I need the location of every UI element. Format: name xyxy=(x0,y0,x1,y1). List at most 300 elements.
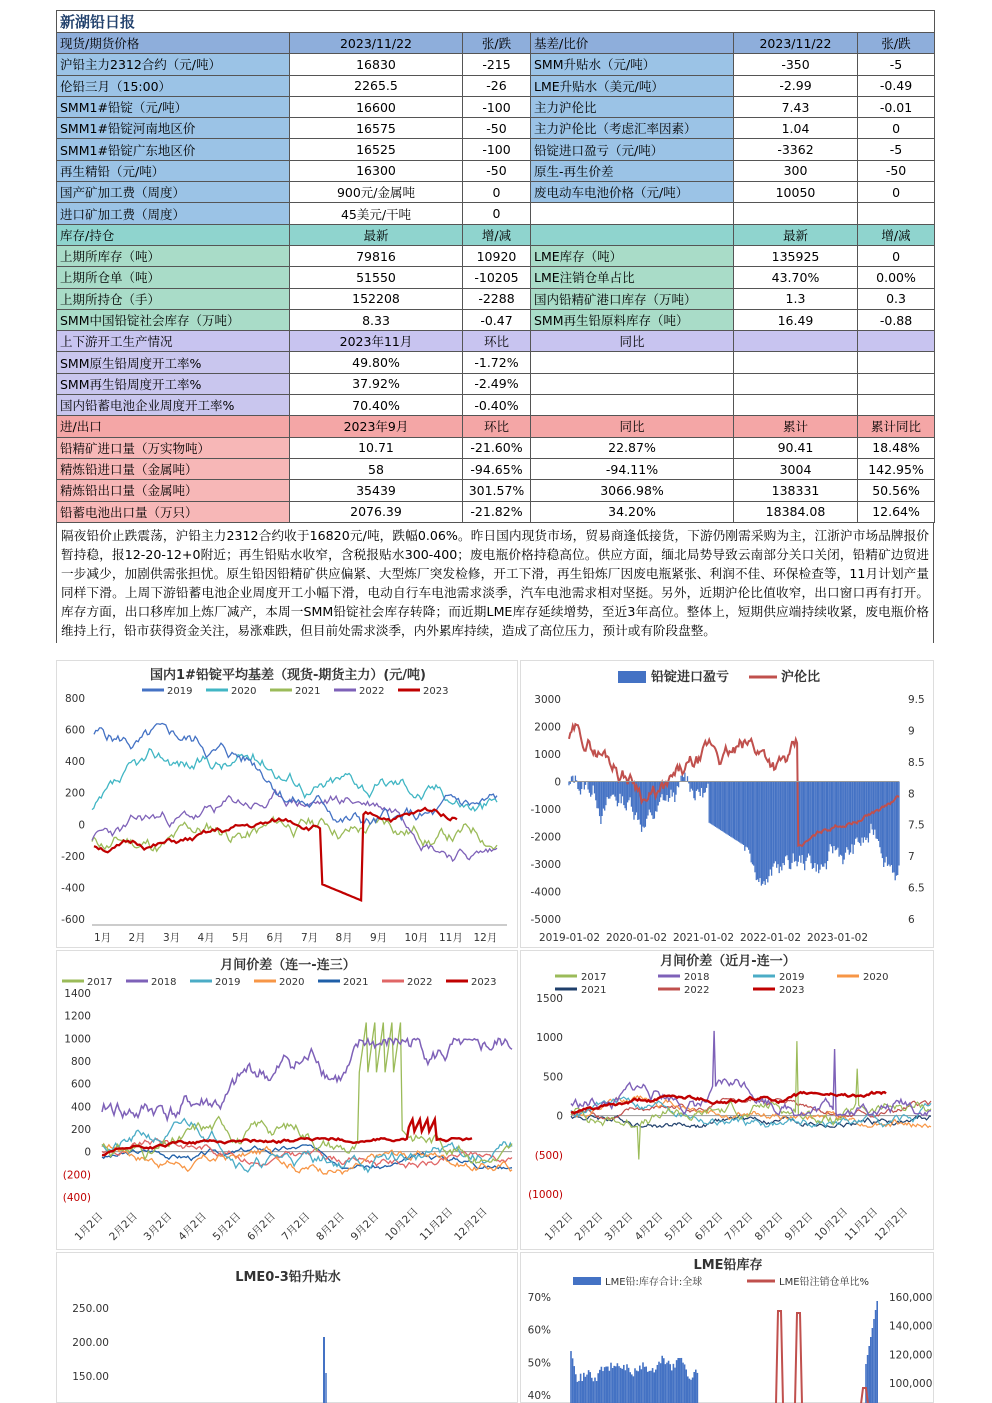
y-tick-label: 1200 xyxy=(64,1010,91,1023)
cell-value: -100 xyxy=(463,139,531,160)
row-label: 国产矿加工费（周度） xyxy=(57,182,290,203)
header-cell xyxy=(858,331,935,352)
row-label: 上期所仓单（吨） xyxy=(57,267,290,288)
header-cell xyxy=(531,224,734,245)
legend-label: 2019 xyxy=(779,972,805,983)
table-row xyxy=(57,373,935,394)
y-tick-label: 250.00 xyxy=(72,1303,109,1315)
cell-value: 7.43 xyxy=(734,96,858,117)
table-row xyxy=(57,139,935,160)
y-tick-label: 0 xyxy=(84,1146,91,1159)
header-cell: 同比 xyxy=(531,416,734,437)
cell-value xyxy=(734,395,858,416)
trade-section-header xyxy=(57,416,935,437)
row-label: 铅蓄电池出口量（万只） xyxy=(57,501,290,522)
operating-section-header xyxy=(57,331,935,352)
y-left-tick-label: 60% xyxy=(527,1324,551,1337)
header-cell: 2023年9月 xyxy=(290,416,463,437)
y-tick-label: 0 xyxy=(78,819,85,832)
cell-value: 10.71 xyxy=(290,437,463,458)
table-row xyxy=(57,437,935,458)
y-right-tick-label: 100,000 xyxy=(889,1378,933,1391)
cell-value: 0 xyxy=(463,203,531,224)
table-row xyxy=(57,501,935,522)
cell-value: -50 xyxy=(463,118,531,139)
x-tick-label: 12月2日 xyxy=(452,1205,490,1244)
table-row xyxy=(57,54,935,75)
y-right-tick-label: 160,000 xyxy=(889,1292,933,1304)
table-row xyxy=(57,288,935,309)
table-row xyxy=(57,160,935,181)
cell-value xyxy=(858,352,935,373)
cell-value: 10920 xyxy=(463,245,531,266)
chart-title: 国内1#铅锭平均基差（现货-期货主力）(元/吨) xyxy=(150,668,426,683)
row-label: SMM1#铅锭广东地区价 xyxy=(57,139,290,160)
legend-label: 2018 xyxy=(151,977,177,988)
cell-value xyxy=(734,373,858,394)
legend-label: 沪伦比 xyxy=(781,670,821,685)
series-2020 xyxy=(102,1144,512,1174)
y-left-tick-label: 0 xyxy=(554,776,561,789)
y-tick-label: 600 xyxy=(70,1078,91,1091)
y-tick-label: 800 xyxy=(70,1056,91,1068)
cell-value: 2265.5 xyxy=(290,75,463,96)
x-tick-label: 12月2日 xyxy=(872,1205,911,1244)
x-tick-label: 9月2日 xyxy=(782,1210,816,1244)
series-2017 xyxy=(102,1023,512,1164)
cell-value: 8.33 xyxy=(290,309,463,330)
row-label: 3066.98% xyxy=(531,480,734,501)
y-tick-label: 1000 xyxy=(64,1033,91,1046)
y-right-tick-label: 7.5 xyxy=(908,819,925,832)
cell-value: -0.01 xyxy=(858,96,935,117)
x-tick-label: 2023-01-02 xyxy=(807,932,869,944)
header-cell: 同比 xyxy=(531,331,734,352)
x-tick-label: 3月 xyxy=(163,932,181,944)
legend-label: LME铅注销仓单比% xyxy=(779,1277,870,1288)
table-row xyxy=(57,245,935,266)
basis-chart xyxy=(56,660,518,948)
row-label xyxy=(531,395,734,416)
cell-value: -3362 xyxy=(734,139,858,160)
row-label: SMM中国铅锭社会库存（万吨） xyxy=(57,309,290,330)
spread-03-chart xyxy=(56,950,518,1250)
row-label: 精炼铅出口量（金属吨） xyxy=(57,480,290,501)
cell-value: -0.49 xyxy=(858,75,935,96)
x-tick-label: 8月2日 xyxy=(314,1210,347,1244)
cell-value: -2.99 xyxy=(734,75,858,96)
cell-value: 138331 xyxy=(734,480,858,501)
cell-value: 90.41 xyxy=(734,437,858,458)
series-2019 xyxy=(94,723,497,824)
legend-swatch xyxy=(573,1277,601,1285)
lme-stock-chart xyxy=(520,1252,934,1403)
chart-title: 月间价差（连一-连三） xyxy=(220,958,356,973)
header-cell: 增/减 xyxy=(463,224,531,245)
x-tick-label: 2021-01-02 xyxy=(673,932,735,944)
cell-value: 35439 xyxy=(290,480,463,501)
legend-label: LME铅:库存合计:全球 xyxy=(605,1277,703,1288)
row-label: LME升贴水（美元/吨） xyxy=(531,75,734,96)
table-row xyxy=(57,352,935,373)
x-tick-label: 6月 xyxy=(266,932,284,944)
cell-value: 43.70% xyxy=(734,267,858,288)
spread-01-chart xyxy=(520,950,934,1250)
row-label: 再生精铅（元/吨） xyxy=(57,160,290,181)
cell-value: 45美元/干吨 xyxy=(290,203,463,224)
row-label: 国内铅精矿港口库存（万吨） xyxy=(531,288,734,309)
y-tick-label: 500 xyxy=(542,1071,563,1084)
x-tick-label: 1月2日 xyxy=(72,1210,106,1244)
header-cell: 环比 xyxy=(463,416,531,437)
cell-value: 16575 xyxy=(290,118,463,139)
x-tick-label: 8月 xyxy=(335,932,353,944)
row-label: LME库存（吨） xyxy=(531,245,734,266)
x-tick-label: 7月 xyxy=(301,932,319,944)
row-label: SMM升贴水（元/吨） xyxy=(531,54,734,75)
cell-value: 79816 xyxy=(290,245,463,266)
table-row xyxy=(57,267,935,288)
x-tick-label: 5月 xyxy=(232,932,250,944)
x-tick-label: 11月 xyxy=(439,932,463,944)
row-label: 22.87% xyxy=(531,437,734,458)
legend-label: 铅锭进口盈亏 xyxy=(651,670,730,685)
row-label: 沪铅主力2312合约（元/吨） xyxy=(57,54,290,75)
row-label: 精炼铅进口量（金属吨） xyxy=(57,458,290,479)
cell-value: 0 xyxy=(858,182,935,203)
y-right-tick-label: 8 xyxy=(908,788,915,801)
y-left-tick-label: -5000 xyxy=(530,914,561,926)
y-tick-label: -600 xyxy=(61,914,85,926)
y-left-tick-label: -2000 xyxy=(530,831,561,844)
cell-value: 0 xyxy=(858,245,935,266)
y-right-tick-label: 6.5 xyxy=(908,882,925,895)
y-right-tick-label: 9 xyxy=(908,725,915,738)
row-label: 原生-再生价差 xyxy=(531,160,734,181)
row-label: 国内铅蓄电池企业周度开工率% xyxy=(57,395,290,416)
x-tick-label: 11月2日 xyxy=(842,1205,881,1244)
legend-label: 2022 xyxy=(684,985,710,996)
y-right-tick-label: 8.5 xyxy=(908,756,925,769)
legend-label: 2020 xyxy=(231,686,257,697)
x-tick-label: 2020-01-02 xyxy=(606,932,668,944)
y-tick-label: 400 xyxy=(64,756,85,769)
x-tick-label: 9月2日 xyxy=(348,1210,382,1244)
legend-label: 2020 xyxy=(863,972,889,983)
y-right-tick-label: 6 xyxy=(908,914,915,926)
cell-value xyxy=(858,395,935,416)
legend-label: 2023 xyxy=(423,686,449,697)
legend-label: 2018 xyxy=(684,972,710,983)
y-tick-label: (400) xyxy=(62,1192,91,1204)
cell-value: 300 xyxy=(734,160,858,181)
y-left-tick-label: 3000 xyxy=(534,694,561,706)
legend-label: 2020 xyxy=(279,977,305,988)
row-label: SMM再生铅原料库存（吨） xyxy=(531,309,734,330)
table-row xyxy=(57,203,935,224)
legend-label: 2022 xyxy=(359,686,385,697)
header-cell: 上下游开工生产情况 xyxy=(57,331,290,352)
y-right-tick-label: 120,000 xyxy=(889,1349,933,1362)
cell-value: -215 xyxy=(463,54,531,75)
row-label: 铅精矿进口量（万实物吨） xyxy=(57,437,290,458)
y-right-tick-label: 140,000 xyxy=(889,1320,933,1333)
header-cell: 2023/11/22 xyxy=(290,33,463,54)
cell-value: -0.40% xyxy=(463,395,531,416)
y-tick-label: (1000) xyxy=(528,1189,563,1201)
header-cell: 进/出口 xyxy=(57,416,290,437)
cell-value: -100 xyxy=(463,96,531,117)
table-row xyxy=(57,480,935,501)
cell-value: -50 xyxy=(463,160,531,181)
row-label: 铅锭进口盈亏（元/吨） xyxy=(531,139,734,160)
x-tick-label: 5月2日 xyxy=(210,1210,244,1244)
legend-label: 2023 xyxy=(471,977,497,988)
x-tick-label: 1月2日 xyxy=(542,1210,576,1244)
x-tick-label: 3月2日 xyxy=(602,1210,636,1244)
cell-value: 1.3 xyxy=(734,288,858,309)
y-left-tick-label: -1000 xyxy=(530,804,561,816)
y-tick-label: -200 xyxy=(61,850,85,863)
header-cell: 累计 xyxy=(734,416,858,437)
x-tick-label: 7月2日 xyxy=(722,1210,756,1244)
row-label: SMM原生铅周度开工率% xyxy=(57,352,290,373)
chart-title: LME0-3铅升贴水 xyxy=(235,1270,341,1285)
header-cell: 环比 xyxy=(463,331,531,352)
table-row xyxy=(57,395,935,416)
cancel-ratio-spike xyxy=(861,1388,868,1403)
cell-value: -350 xyxy=(734,54,858,75)
row-label: 34.20% xyxy=(531,501,734,522)
y-left-tick-label: 1000 xyxy=(534,749,561,761)
cancel-ratio-spike xyxy=(795,1313,802,1403)
row-label: 主力沪伦比 xyxy=(531,96,734,117)
y-tick-label: (500) xyxy=(534,1149,563,1162)
header-cell xyxy=(734,331,858,352)
x-tick-label: 12月 xyxy=(473,932,498,944)
cell-value: -10205 xyxy=(463,267,531,288)
cell-value xyxy=(531,203,734,224)
cell-value: 2076.39 xyxy=(290,501,463,522)
series-2023 xyxy=(94,808,457,900)
x-tick-label: 3月2日 xyxy=(141,1210,175,1244)
y-right-tick-label: 7 xyxy=(908,851,915,864)
cell-value: 50.56% xyxy=(858,480,935,501)
x-tick-label: 7月2日 xyxy=(279,1210,313,1244)
cell-value: -94.65% xyxy=(463,458,531,479)
cell-value: 3004 xyxy=(734,458,858,479)
inventory-section-header xyxy=(57,224,935,245)
header-cell: 库存/持仓 xyxy=(57,224,290,245)
row-label: 主力沪伦比（考虑汇率因素） xyxy=(531,118,734,139)
header-cell: 张/跌 xyxy=(463,33,531,54)
cell-value xyxy=(858,203,935,224)
table-row xyxy=(57,75,935,96)
data-table xyxy=(56,10,935,523)
cell-value: 0.00% xyxy=(858,267,935,288)
x-tick-label: 8月2日 xyxy=(752,1210,786,1244)
y-left-tick-label: 2000 xyxy=(534,721,561,734)
cell-value: 12.64% xyxy=(858,501,935,522)
row-label: 伦铅三月（15:00） xyxy=(57,75,290,96)
cell-value: 51550 xyxy=(290,267,463,288)
chart-title: LME铅库存 xyxy=(693,1258,763,1273)
cell-value xyxy=(734,352,858,373)
cell-value: 301.57% xyxy=(463,480,531,501)
x-tick-label: 4月2日 xyxy=(632,1210,666,1244)
x-tick-label: 2月2日 xyxy=(107,1210,140,1244)
header-cell: 增/减 xyxy=(858,224,935,245)
lead-daily-report xyxy=(56,10,934,643)
x-tick-label: 11月2日 xyxy=(417,1205,456,1244)
y-tick-label: -400 xyxy=(61,882,85,895)
y-right-tick-label: 9.5 xyxy=(908,694,925,706)
y-left-tick-label: -3000 xyxy=(530,859,561,871)
report-title: 新湖铅日报 xyxy=(57,11,935,33)
cell-value: 142.95% xyxy=(858,458,935,479)
header-cell: 2023/11/22 xyxy=(734,33,858,54)
y-tick-label: 1500 xyxy=(536,993,563,1005)
series-2021 xyxy=(102,1145,512,1169)
y-tick-label: 600 xyxy=(64,724,85,737)
row-label: SMM1#铅锭（元/吨） xyxy=(57,96,290,117)
cell-value: 37.92% xyxy=(290,373,463,394)
legend-label: 2017 xyxy=(87,977,113,988)
x-tick-label: 2月2日 xyxy=(572,1210,606,1244)
header-cell: 最新 xyxy=(734,224,858,245)
cell-value: -50 xyxy=(858,160,935,181)
y-tick-label: (200) xyxy=(62,1169,91,1182)
table-row xyxy=(57,458,935,479)
cell-value: 70.40% xyxy=(290,395,463,416)
table-row xyxy=(57,309,935,330)
cell-value: 58 xyxy=(290,458,463,479)
y-left-tick-label: 50% xyxy=(527,1357,551,1370)
cell-value: 16525 xyxy=(290,139,463,160)
legend-label: 2022 xyxy=(407,977,433,988)
legend-label: 2017 xyxy=(581,972,607,983)
cell-value: 49.80% xyxy=(290,352,463,373)
cell-value: -21.82% xyxy=(463,501,531,522)
table-row xyxy=(57,118,935,139)
x-tick-label: 9月 xyxy=(370,932,388,944)
x-tick-label: 10月2日 xyxy=(383,1205,421,1244)
header-cell: 基差/比价 xyxy=(531,33,734,54)
cancel-ratio-spike xyxy=(776,1311,783,1403)
x-tick-label: 1月 xyxy=(94,932,112,944)
lme-premium-chart xyxy=(56,1252,518,1403)
y-tick-label: 200 xyxy=(70,1124,91,1136)
row-label: 进口矿加工费（周度） xyxy=(57,203,290,224)
y-left-tick-label: -4000 xyxy=(530,886,561,899)
x-tick-label: 6月2日 xyxy=(245,1210,278,1244)
cell-value xyxy=(734,203,858,224)
y-tick-label: 0 xyxy=(556,1110,563,1123)
cell-value: 18.48% xyxy=(858,437,935,458)
row-label: SMM再生铅周度开工率% xyxy=(57,373,290,394)
cell-value: 0.3 xyxy=(858,288,935,309)
x-tick-label: 5月2日 xyxy=(662,1210,696,1244)
cell-value: 0 xyxy=(463,182,531,203)
legend-label: 2021 xyxy=(295,686,321,697)
header-cell: 现货/期货价格 xyxy=(57,33,290,54)
cell-value: 16830 xyxy=(290,54,463,75)
y-tick-label: 400 xyxy=(70,1101,91,1114)
row-label: SMM1#铅锭河南地区价 xyxy=(57,118,290,139)
x-tick-label: 4月 xyxy=(197,932,215,944)
cell-value: -2.49% xyxy=(463,373,531,394)
row-label xyxy=(531,352,734,373)
y-tick-label: 1400 xyxy=(64,988,91,1000)
series-2023 xyxy=(571,1092,886,1113)
cell-value: -5 xyxy=(858,54,935,75)
legend-label: 2019 xyxy=(215,977,241,988)
y-left-tick-label: 70% xyxy=(527,1292,551,1304)
header-cell: 2023年11月 xyxy=(290,331,463,352)
row-label: -94.11% xyxy=(531,458,734,479)
cell-value: -2288 xyxy=(463,288,531,309)
import-profit-chart xyxy=(520,660,934,948)
row-label: 上期所持仓（手） xyxy=(57,288,290,309)
header-cell: 累计同比 xyxy=(858,416,935,437)
row-label: LME注销仓单占比 xyxy=(531,267,734,288)
y-left-tick-label: 40% xyxy=(527,1390,551,1403)
cell-value: 10050 xyxy=(734,182,858,203)
cell-value: -21.60% xyxy=(463,437,531,458)
x-tick-label: 2019-01-02 xyxy=(539,932,601,944)
cell-value: -5 xyxy=(858,139,935,160)
y-tick-label: 200 xyxy=(64,787,85,800)
legend-label: 2019 xyxy=(167,686,193,697)
price-section-header xyxy=(57,33,935,54)
cell-value: 16600 xyxy=(290,96,463,117)
legend-label: 2021 xyxy=(343,977,369,988)
x-tick-label: 4月2日 xyxy=(176,1210,209,1244)
cell-value: 16.49 xyxy=(734,309,858,330)
x-tick-label: 6月2日 xyxy=(692,1210,726,1244)
market-commentary: 隔夜铅价止跌震荡，沪铅主力2312合约收于16820元/吨，跌幅0.06%。昨日国内现货市场，贸易商逢低接货，下游仍刚需采购为主，江浙沪市场品牌报价暂持稳，报12-20-12+0附近；再生铅贴水收窄，含税报贴水300-400；废电瓶价格持稳高位。供应方面，缅北局势导致云南部分关口关闭，铅精矿边贸进一步减少，加剧供需张担忧。原生铅因铅精矿供应偏紧、大型炼厂突发检修，开工下滑，再生铅炼厂因废电瓶紧张、利润不佳、环保检查等，11月计划产量同样下滑。上周下游铅蓄电池企业周度开工小幅下滑，电动自行车电池需求淡季，汽车电池需求相对坚挺。另外，近期沪伦比值收窄，出口窗口再有打开。库存方面，出口移库加上炼厂减产，本周一SMM铅锭社会库存转降；而近期LME库存延续增势，至近3年高位。整体上，短期供应端持续收紧，废电瓶价格维持上行，铅市获得资金关注，易涨难跌，但目前处需求淡季，内外累库持续，造成了高位压力，预计或有阶段盘整。 xyxy=(56,523,934,643)
y-tick-label: 150.00 xyxy=(72,1371,109,1383)
cell-value: -0.47 xyxy=(463,309,531,330)
cell-value xyxy=(858,373,935,394)
row-label: 上期所库存（吨） xyxy=(57,245,290,266)
cell-value: 900元/金属吨 xyxy=(290,182,463,203)
row-label: 废电动车电池价格（元/吨） xyxy=(531,182,734,203)
y-tick-label: 1000 xyxy=(536,1032,563,1045)
y-tick-label: 800 xyxy=(64,693,85,705)
cell-value: 1.04 xyxy=(734,118,858,139)
header-cell: 张/跌 xyxy=(858,33,935,54)
cell-value: 18384.08 xyxy=(734,501,858,522)
legend-label: 2023 xyxy=(779,985,805,996)
x-tick-label: 2022-01-02 xyxy=(740,932,802,944)
row-label xyxy=(531,373,734,394)
cell-value: 135925 xyxy=(734,245,858,266)
cell-value: 152208 xyxy=(290,288,463,309)
legend-swatch xyxy=(618,671,646,683)
cell-value: -26 xyxy=(463,75,531,96)
cell-value: 16300 xyxy=(290,160,463,181)
cell-value: -1.72% xyxy=(463,352,531,373)
x-tick-label: 10月 xyxy=(404,932,429,944)
table-row xyxy=(57,96,935,117)
y-tick-label: 200.00 xyxy=(72,1337,109,1349)
table-row xyxy=(57,182,935,203)
x-tick-label: 2月 xyxy=(128,932,146,944)
x-tick-label: 10月2日 xyxy=(812,1205,851,1244)
cell-value: 0 xyxy=(858,118,935,139)
header-cell: 最新 xyxy=(290,224,463,245)
